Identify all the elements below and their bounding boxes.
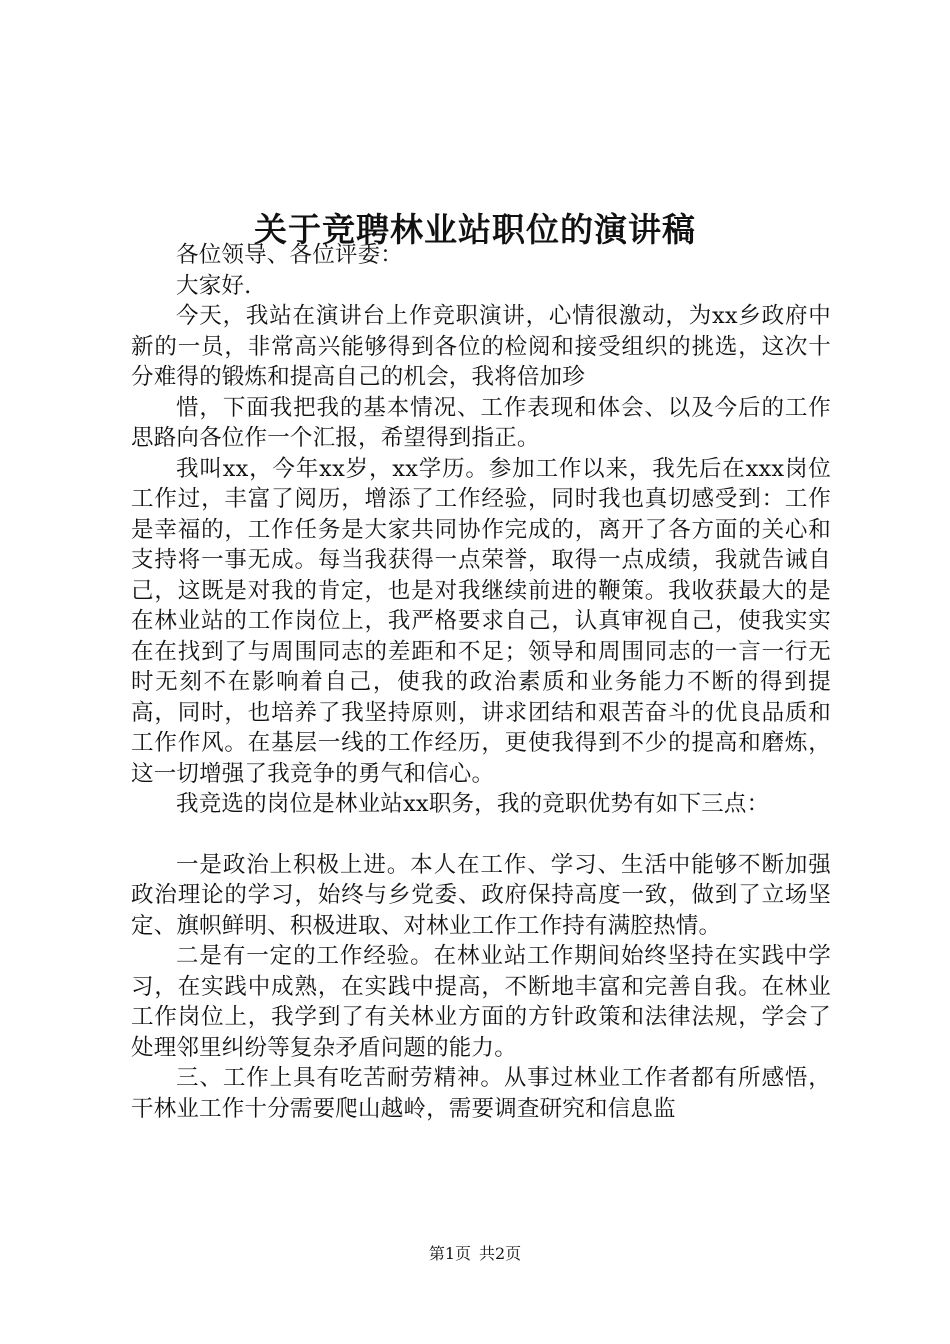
greeting: 大家好. [176,272,252,299]
body-paragraph: 二是有一定的工作经验。在林业站工作期间始终坚持在实践中学习，在实践中成熟，在实践中提高，不断地丰富和完善自我。在林业工作岗位上，我学到了有关林业方面的方针政策和法律法规，学会了处理邻里纠纷等复杂矛盾问题的能力。 [131,943,831,1061]
page-footer [0,1244,950,1264]
body-paragraph: 一是政治上积极上进。本人在工作、学习、生活中能够不断加强政治理论的学习，始终与乡党委、政府保持高度一致，做到了立场坚定、旗帜鲜明、积极进取、对林业工作工作持有满腔热情。 [131,851,831,939]
body-paragraph: 今天，我站在演讲台上作竞职演讲，心情很激动，为xx乡政府中新的一员，非常高兴能够得到各位的检阅和接受组织的挑选，这次十分难得的锻炼和提高自己的机会，我将倍加珍 [131,303,831,390]
document-title: 关于竞聘林业站职位的演讲稿 [254,210,696,250]
body-paragraph: 我叫xx，今年xx岁，xx学历。参加工作以来，我先后在xxx岗位工作过，丰富了阅历，增添了工作经验，同时我也真切感受到：工作是幸福的，工作任务是大家共同协作完成的，离开了各方面的关心和支持将一事无成。每当我获得一点荣誉，取得一点成绩，我就告诫自己，这既是对我的肯定，也是对我继续前进的鞭策。我收获最大的是在林业站的工作岗位上，我严格要求自己，认真审视自己，使我实实在在找到了与周围同志的差距和不足；领导和周围同志的一言一行无时无刻不在影响着自己，使我的政治素质和业务能力不断的得到提高，同时，也培养了我坚持原则，讲求团结和艰苦奋斗的优良品质和工作作风。在基层一线的工作经历，更使我得到不少的提高和磨炼，这一切增强了我竞争的勇气和信心。 [131,455,831,787]
body-paragraph: 三、工作上具有吃苦耐劳精神。从事过林业工作者都有所感悟，干林业工作十分需要爬山越岭，需要调查研究和信息监 [131,1065,831,1122]
page-number-total: 共2页 [479,1244,522,1263]
document-body [131,240,831,1124]
body-paragraph: 我竞选的岗位是林业站xx职务，我的竞职优势有如下三点： [176,791,770,817]
body-paragraph: 惜，下面我把我的基本情况、工作表现和体会、以及今后的工作思路向各位作一个汇报，希望得到指正。 [131,394,831,451]
salutation: 各位领导、各位评委： [176,242,404,268]
page-number-current: 第1页 [428,1244,471,1263]
